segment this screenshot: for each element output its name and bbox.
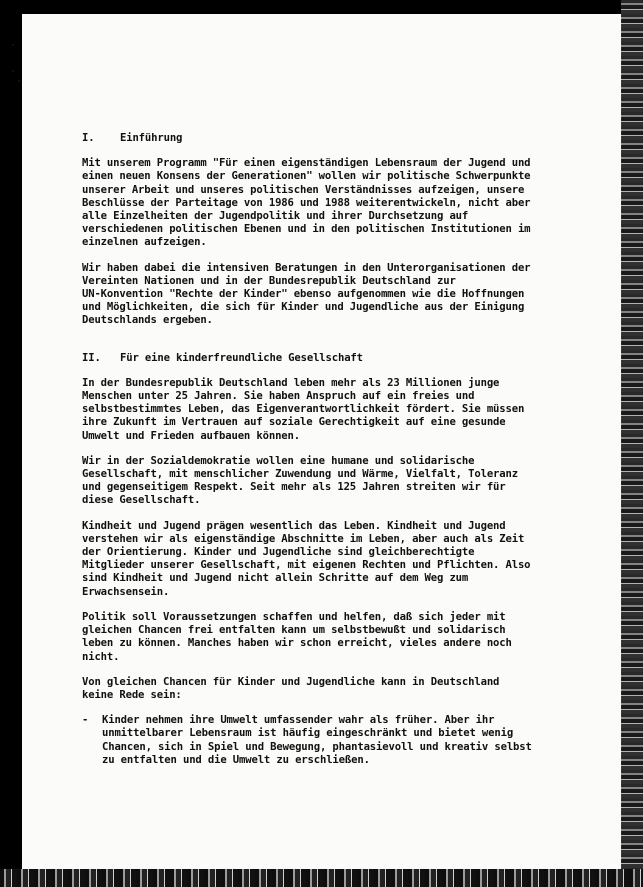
scan-border-top: [0, 0, 643, 14]
bullet-dash: -: [82, 714, 89, 727]
scan-border-bottom: [0, 869, 643, 887]
scan-border-right: [621, 0, 643, 887]
bullet-text: Kinder nehmen ihre Umwelt umfassender wahr als früher. Aber ihr unmittelbarer Lebensraum ist häufig eingeschränkt und bietet wenig Chancen, sich in Spiel und Bewegung, phantasievoll und kreativ selbst zu entfalten und die Umwelt zu erschließen.: [102, 714, 532, 766]
section-2-bullet-item: [82, 714, 552, 767]
section-1-title: Einführung: [120, 132, 183, 144]
section-2-title: Für eine kinderfreundliche Gesellschaft: [120, 351, 363, 364]
section-2-paragraph-4: Politik soll Voraussetzungen schaffen und helfen, daß sich jeder mit gleichen Chancen frei entfalten kann um selbstbewußt und solidarisch leben zu können. Manches haben wir schon erreicht, vieles andere noch nicht.: [82, 610, 512, 663]
section-1-paragraph-2: Wir haben dabei die intensiven Beratungen in den Unterorganisationen der Vereinten Nationen und in der Bundesrepublik Deutschland zur UN-Konvention "Rechte der Kinder" ebenso aufgenommen wie die Hoffnungen und Möglichkeiten, die sich für Kinder und Jugendliche aus der Einigung Deutschlands ergeben.: [82, 261, 531, 327]
scan-specks: · . ·: [10, 40, 23, 87]
section-1-number: I.: [82, 132, 95, 144]
document-sheet: [22, 14, 622, 870]
section-1-heading: [82, 132, 552, 145]
section-2-paragraph-5: Von gleichen Chancen für Kinder und Jugendliche kann in Deutschland keine Rede sein:: [82, 675, 500, 701]
section-2-paragraph-3: Kindheit und Jugend prägen wesentlich das Leben. Kindheit und Jugend verstehen wir als eigenständige Abschnitte im Leben, aber auch als Zeit der Orientierung. Kinder und Jugendliche sind gleichberechtigte Mitglieder unserer Gesellschaft, mit eigenen Rechten und Pflichten. Also sind Kindheit und Jugend nicht allein Schritte auf dem Weg zum Erwachsensein.: [82, 519, 531, 598]
document-body: [82, 132, 552, 767]
section-2-paragraph-1: In der Bundesrepublik Deutschland leben mehr als 23 Millionen junge Menschen unter 25 Jahren. Sie haben Anspruch auf ein freies und selbstbestimmtes Leben, das Eigenverantwortlichkeit fördert. Sie müssen ihre Zukunft im Vertrauen auf soziale Gerechtigkeit auf eine gesunde Umwelt und Frieden aufbauen können.: [82, 376, 525, 442]
section-2-heading: [82, 352, 552, 365]
section-1-paragraph-1: Mit unserem Programm "Für einen eigenständigen Lebensraum der Jugend und einen neuen Konsens der Generationen" wollen wir politische Schwerpunkte unserer Arbeit und unseres politischen Verständnisses aufzeigen, unsere Beschlüsse der Parteitage von 1986 und 1988 weiterentwickeln, nicht aber alle Einzelheiten der Jugendpolitik und ihrer Durchsetzung auf verschiedenen politischen Ebenen und in den politischen Institutionen im einzelnen aufzeigen.: [82, 157, 531, 249]
section-2-number: II.: [82, 351, 101, 364]
section-2-paragraph-2: Wir in der Sozialdemokratie wollen eine humane und solidarische Gesellschaft, mit menschlicher Zuwendung und Wärme, Vielfalt, Toleranz und gegenseitigem Respekt. Seit mehr als 125 Jahren streiten wir für diese Gesellschaft.: [82, 454, 518, 507]
section-gap: [82, 340, 552, 352]
